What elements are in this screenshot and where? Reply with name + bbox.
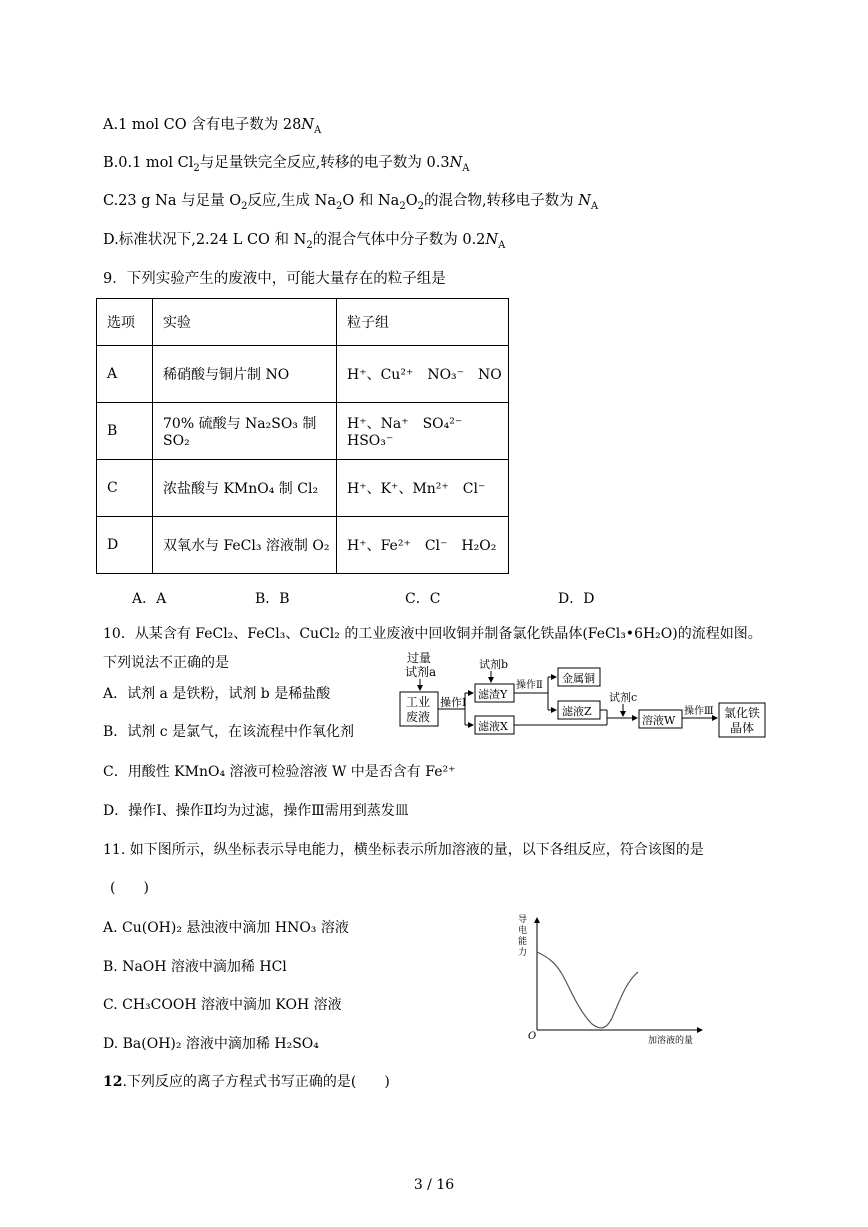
- q10-option-a: A．试剂 a 是铁粉，试剂 b 是稀盐酸: [103, 686, 331, 702]
- q11-option-d: D. Ba(OH)₂ 溶液中滴加稀 H₂SO₄: [103, 1036, 319, 1052]
- q11-option-a: A. Cu(OH)₂ 悬浊液中滴加 HNO₃ 溶液: [103, 920, 349, 936]
- q10-flow-diagram: [395, 648, 775, 743]
- flow-op1: 操作Ⅰ: [440, 696, 467, 709]
- q8-option-b: B.0.1 mol $Cl_2$与足量铁完全反应,转移的电子数为 $0.3N_A$: [103, 155, 470, 174]
- q10-stem: 10．从某含有 FeCl₂、FeCl₃、CuCl₂ 的工业废液中回收铜并制备氯化铁晶体(FeCl₃•6H₂O)的流程如图。: [103, 626, 762, 642]
- q9-row-c-option: C: [97, 460, 153, 517]
- page-number: 3 / 16: [413, 1177, 455, 1193]
- q9-row-d-ions: H⁺、Fe²⁺ Cl⁻ H₂O₂: [337, 517, 509, 574]
- q9-row-b-option: B: [97, 403, 153, 460]
- q8-option-d: D.标准状况下,2.24 L CO 和 $N_2$的混合气体中分子数为 $0.2N_A$: [103, 232, 506, 251]
- graph-xlabel: 加溶液的量: [648, 1036, 694, 1046]
- flow-reagent-b: 试剂b: [479, 658, 509, 671]
- flow-solution-w: 溶液W: [642, 714, 676, 727]
- graph-ylabel-4: 力: [518, 948, 528, 958]
- flow-filtrate-x: 滤液X: [478, 720, 508, 733]
- graph-ylabel-1: 导: [518, 915, 528, 925]
- flow-reagent-a-line2: 试剂a: [405, 665, 437, 679]
- flow-filtrate-z: 滤液Z: [562, 705, 592, 718]
- flow-op2: 操作Ⅱ: [516, 680, 543, 691]
- q10-option-b: B．试剂 c 是氯气，在该流程中作氧化剂: [103, 724, 355, 740]
- q9-row-a-experiment: 稀硝酸与铜片制 NO: [153, 346, 337, 403]
- flow-op3: 操作Ⅲ: [684, 706, 714, 717]
- flow-reagent-a-line1: 过量: [407, 651, 432, 665]
- flow-reagent-c: 试剂c: [609, 691, 638, 704]
- q9-choice-c: C．C: [405, 591, 441, 607]
- q9-header-experiment: 实验: [153, 299, 337, 346]
- q11-option-c: C. CH₃COOH 溶液中滴加 KOH 溶液: [103, 997, 342, 1013]
- q9-row-a-option: A: [97, 346, 153, 403]
- graph-ylabel-2: 电: [518, 926, 528, 936]
- q9-row-b-experiment: 70% 硫酸与 Na₂SO₃ 制 SO₂: [153, 403, 337, 460]
- q9-row-d-experiment: 双氧水与 FeCl₃ 溶液制 O₂: [153, 517, 337, 574]
- graph-ylabel-3: 能: [518, 937, 528, 947]
- q11-option-b: B. NaOH 溶液中滴加稀 HCl: [103, 959, 287, 975]
- flow-product-line1: 氯化铁: [724, 706, 761, 720]
- q9-row-b-ions: H⁺、Na⁺ SO₄²⁻ HSO₃⁻: [337, 403, 509, 460]
- q9-choice-a: A．A: [132, 591, 167, 607]
- q8-option-c: C.23 g Na 与足量 $O_2$反应,生成 $Na_2O$ 和 $Na_2O_2$的混合物,转移电子数为 $N_A$: [103, 193, 599, 212]
- q9-row-c-experiment: 浓盐酸与 KMnO₄ 制 Cl₂: [153, 460, 337, 517]
- q9-stem: 9．下列实验产生的废液中，可能大量存在的粒子组是: [103, 271, 446, 287]
- q9-table: [96, 298, 509, 574]
- graph-curve: [537, 952, 638, 1028]
- flow-waste-line1: 工业: [406, 695, 431, 709]
- q9-header-option: 选项: [97, 299, 153, 346]
- q9-header-ions: 粒子组: [337, 299, 509, 346]
- q11-conductivity-graph: [512, 912, 712, 1048]
- q12-stem: 12.下列反应的离子方程式书写正确的是( ): [103, 1074, 390, 1090]
- flow-copper: 金属铜: [562, 672, 595, 685]
- q10-option-c: C．用酸性 KMnO₄ 溶液可检验溶液 W 中是否含有 Fe²⁺: [103, 764, 456, 780]
- q8-option-a: A.1 mol CO 含有电子数为 $28N_A$: [103, 117, 322, 136]
- q10-option-d: D．操作Ⅰ、操作Ⅱ均为过滤，操作Ⅲ需用到蒸发皿: [103, 803, 409, 819]
- q11-paren: ( ): [110, 880, 149, 896]
- q9-choice-d: D．D: [558, 591, 595, 607]
- q11-stem: 11. 如下图所示，纵坐标表示导电能力，横坐标表示所加溶液的量，以下各组反应，符合该图的是: [103, 842, 704, 858]
- q9-row-d-option: D: [97, 517, 153, 574]
- q10-stem-2: 下列说法不正确的是: [103, 655, 229, 671]
- graph-origin: O: [528, 1031, 537, 1042]
- flow-product-line2: 晶体: [730, 721, 755, 735]
- flow-waste-line2: 废液: [406, 710, 431, 724]
- flow-residue-y: 滤渣Y: [478, 688, 508, 701]
- q9-row-c-ions: H⁺、K⁺、Mn²⁺ Cl⁻: [337, 460, 509, 517]
- q9-row-a-ions: H⁺、Cu²⁺ NO₃⁻ NO: [337, 346, 509, 403]
- q9-choice-b: B．B: [255, 591, 290, 607]
